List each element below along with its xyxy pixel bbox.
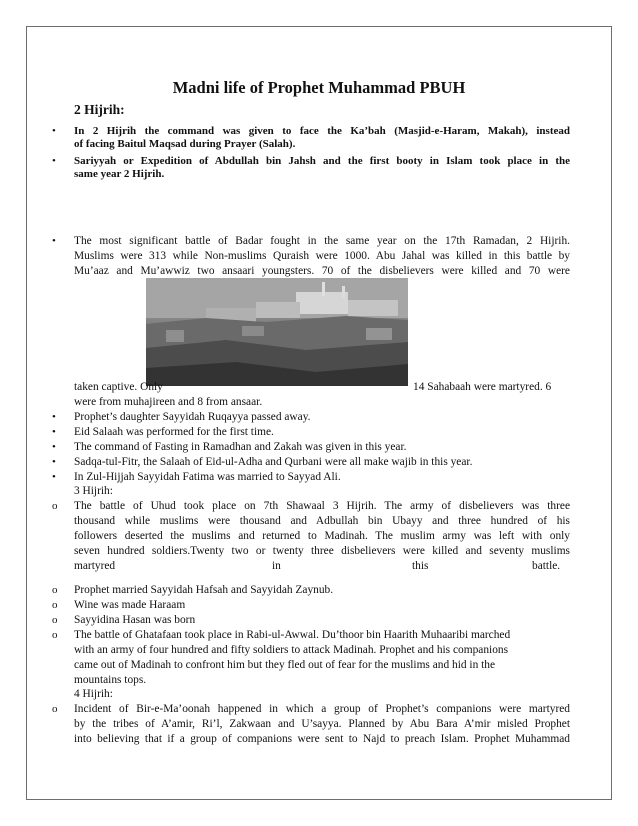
list-item-line: were from muhajireen and 8 from ansaar. [74, 396, 263, 408]
list-item-line: mountains tops. [74, 674, 147, 686]
list-item-line: Muslims were 313 while Non-muslims Quraish were 1000. Abu Jahal was killed in this battle by [74, 250, 570, 262]
bullet: • [52, 426, 56, 438]
list-item-word: in [272, 560, 281, 572]
list-item-line: taken captive. Only [74, 381, 163, 393]
list-item-line: In 2 Hijrih the command was given to face the Ka’bah (Masjid-e-Haram, Makah), instead [74, 125, 570, 137]
bullet: • [52, 155, 56, 167]
list-item-line: same year 2 Hijrih. [74, 168, 165, 180]
bullet: • [52, 411, 56, 423]
list-item-word: battle. [532, 560, 561, 572]
bullet: o [52, 703, 58, 715]
section-heading-2-hijrih: 2 Hijrih: [74, 102, 125, 117]
list-item-line: came out of Madinah to confront him but they fled out of fear for the muslims and hid in the [74, 659, 496, 671]
list-item: Eid Salaah was performed for the first time. [74, 426, 274, 438]
list-item-line: Sariyyah or Expedition of Abdullah bin Jahsh and the first booty in Islam took place in the [74, 155, 570, 167]
bullet: o [52, 629, 58, 641]
list-item-line: followers deserted the muslims and returned to Madinah. The muslim army was left with only [74, 530, 570, 542]
section-heading-3-hijrih: 3 Hijrih: [74, 485, 113, 497]
list-item-line: thousand while muslims were thousand and Adbullah bin Ubayy and three hundred of his [74, 515, 570, 527]
list-item: In Zul-Hijjah Sayyidah Fatima was married to Sayyad Ali. [74, 471, 341, 483]
list-item-line: The battle of Uhud took place on 7th Shawaal 3 Hijrih. The army of disbelievers was three [74, 500, 570, 512]
bullet: o [52, 500, 58, 512]
list-item-line: The most significant battle of Badar fought in the same year on the 17th Ramadan, 2 Hijrih. [74, 235, 570, 247]
photo-scene [146, 278, 408, 386]
list-item-line: seven hundred soldiers.Twenty two or twenty three disbelievers were killed and seventy muslims [74, 545, 570, 557]
list-item-line: The battle of Ghatafaan took place in Rabi-ul-Awwal. Du’thoor bin Haarith Muhaaribi marched [74, 629, 511, 641]
list-item-line: into believing that if a group of companions were sent to Najd to preach Islam. Prophet Muhammad [74, 733, 570, 745]
bullet: o [52, 584, 58, 596]
bullet: • [52, 125, 56, 137]
bullet: • [52, 441, 56, 453]
bullet: • [52, 456, 56, 468]
list-item-line: Incident of Bir-e-Ma’oonah happened in which a group of Prophet’s companions were martyred [74, 703, 570, 715]
section-heading-4-hijrih: 4 Hijrih: [74, 688, 113, 700]
list-item: Prophet married Sayyidah Hafsah and Sayyidah Zaynub. [74, 584, 334, 596]
list-item-line: Mu’aaz and Mu’awwiz two ansaari youngsters. 70 of the disbelievers were killed and 70 were [74, 265, 570, 277]
page-title: Madni life of Prophet Muhammad PBUH [172, 78, 466, 97]
list-item: The command of Fasting in Ramadhan and Zakah was given in this year. [74, 441, 407, 453]
bullet: o [52, 599, 58, 611]
bullet: • [52, 235, 56, 247]
list-item: Wine was made Haraam [74, 599, 186, 611]
list-item: Sayyidina Hasan was born [74, 614, 196, 626]
list-item-line: of facing Baitul Maqsad during Prayer (Salah). [74, 138, 296, 150]
list-item: Prophet’s daughter Sayyidah Ruqayya passed away. [74, 411, 311, 423]
bullet: o [52, 614, 58, 626]
bullet: • [52, 471, 56, 483]
list-item-line: by the tribes of A’amir, Ri’l, Zakwaan and U’sayya. Planned by Abu Bara A’mir misled Prophet [74, 718, 570, 730]
historical-photo-madinah [146, 278, 408, 386]
list-item: Sadqa-tul-Fitr, the Salaah of Eid-ul-Adha and Qurbani were all make wajib in this year. [74, 456, 473, 468]
list-item-word: martyred [74, 560, 116, 572]
list-item-line: with an army of four hundred and fifty soldiers to attack Madinah. Prophet and his companions [74, 644, 509, 656]
list-item-word: this [412, 560, 429, 572]
list-item-line: 14 Sahabaah were martyred. 6 [413, 381, 552, 393]
